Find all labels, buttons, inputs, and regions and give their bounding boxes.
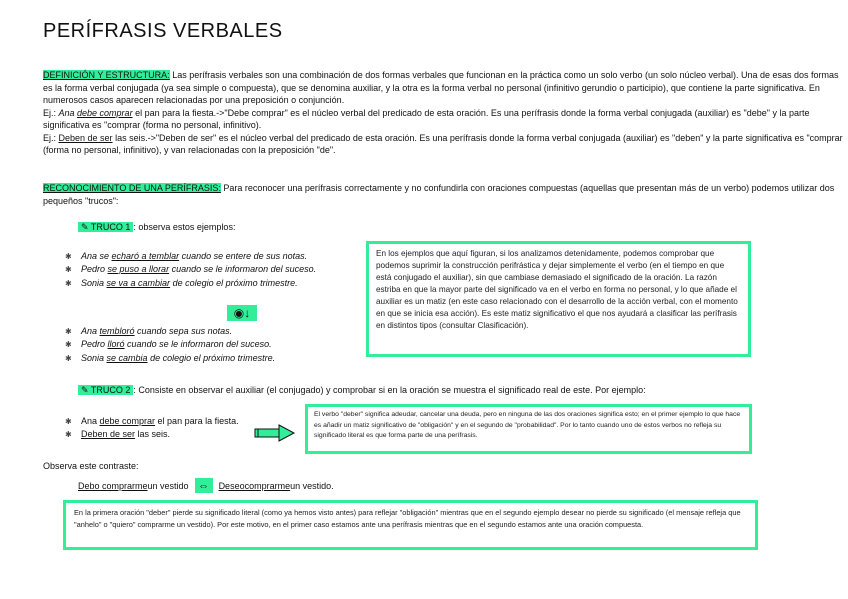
definition-section — [43, 69, 843, 157]
trick-2-line — [78, 385, 646, 396]
contrast-left-verb: Debo comprarme — [78, 480, 148, 491]
contrast-right-verb-2: comprarme — [244, 480, 291, 491]
trick-1-examples-after — [65, 325, 275, 365]
example-2 — [43, 132, 843, 157]
definition-text: Las perífrasis verbales son una combinación de dos formas verbales que funcionan en la práctica como un solo verbo (un solo núcleo verbal). Una de esas dos formas es la forma verbal conjugada (ya sea simple o compuesta), que se denomina auxiliar, y la otra es la forma verbal no personal (infinitivo gerundio o participio), que contiene la parte significativa. En numerosos casos aparecen relacionadas por una preposición o conjunción. — [43, 70, 839, 105]
list-item: ✱ Pedro lloró cuando se le informaron del suceso. — [65, 338, 275, 351]
trick-2-examples — [65, 415, 239, 442]
example-prefix: Ej.: — [43, 107, 59, 118]
trick-2-label: ✎ TRUCO 2 — [78, 385, 133, 395]
list-item: ✱ Sonia se cambia de colegio el próximo trimestre. — [65, 352, 275, 365]
recognition-text: Para reconocer una perífrasis correctamente y no confundirla con oraciones compuestas (aquellas que presentan más de un verbo) podemos utilizar dos pequeños "trucos": — [43, 183, 835, 206]
trick-1-examples-before — [65, 250, 316, 290]
list-item: ✱ Ana debe comprar el pan para la fiesta. — [65, 415, 239, 428]
recognition-heading: RECONOCIMIENTO DE UNA PERÍFRASIS: — [43, 183, 221, 193]
example-explanation: el pan para la fiesta.->"Debe comprar" es el núcleo verbal del predicado de esta oración. Es una perífrasis donde la forma verbal conjugada (auxiliar) es "debe" y la parte significativa es "comprar (forma no personal, infinitivo). — [43, 107, 810, 130]
definition-heading: DEFINICIÓN Y ESTRUCTURA: — [43, 70, 170, 80]
example-subject: Ana — [58, 107, 78, 118]
list-item: ✱ Deben de ser las seis. — [65, 428, 239, 441]
example-prefix: Ej.: — [43, 132, 59, 143]
star-bullet-icon: ✱ — [65, 340, 72, 350]
recognition-paragraph — [43, 182, 843, 207]
list-item: ✱ Pedro se puso a llorar cuando se le informaron del suceso. — [65, 263, 316, 276]
star-bullet-icon: ✱ — [65, 327, 72, 336]
list-item: ✱ Sonia se va a cambiar de colegio el próximo trimestre. — [65, 277, 316, 290]
contrast-explanation-box: En la primera oración "deber" pierde su significado literal (como ya hemos visto antes) para reflejar "obligación" mientras que en el segundo ejemplo desear no pierde su significado (el mensaje refleja que "anhelo" o "quiero" comprarme un vestido). Por este motivo, en el primer caso estamos ante una perífrasis mientras que en el segundo estamos ante una oración compuesta. — [63, 500, 758, 550]
star-bullet-icon: ✱ — [65, 252, 72, 261]
eye-arrow-down-icon: ◉↓ — [227, 305, 257, 321]
star-bullet-icon: ✱ — [65, 430, 72, 440]
swap-arrows-icon: ⇔ — [195, 478, 213, 493]
definition-paragraph — [43, 69, 843, 107]
trick-1-text: : observa estos ejemplos: — [133, 222, 236, 232]
star-bullet-icon: ✱ — [65, 417, 72, 426]
page-title: PERÍFRASIS VERBALES — [43, 20, 283, 42]
trick-1-explanation-box: En los ejemplos que aquí figuran, si los analizamos detenidamente, podemos comprobar que podemos suprimir la construcción perifrástica y dejar simplemente el verbo (en el tiempo en que está conjugado el auxiliar), sin que cambiase demasiado el significado de la oración. La razón estriba en que la mayor parte del significado va en el verbo en forma no personal, y lo que añade el auxiliar es un matiz (en este caso relacionado con el desarrollo de la acción verbal, con el momento en que se inicia esa acción). Es este matiz significativo el que nos ayudará a clasificar las perífrasis en distintos tipos (consultar Clasificación). — [366, 241, 751, 357]
example-explanation: las seis.->"Deben de ser" es el núcleo verbal del predicado de esta oración. Es una perífrasis donde la forma verbal conjugada (auxiliar) es "deben" y la parte significativa es "comprar (forma no personal, infinitivo), y van relacionadas con la preposición "de". — [43, 132, 843, 155]
contrast-right-verb-1: Deseo — [218, 480, 245, 491]
example-verb: debe comprar — [77, 107, 133, 118]
list-item: ✱ Ana tembloró cuando sepa sus notas. — [65, 325, 275, 338]
contrast-line — [78, 478, 334, 493]
contrast-right-rest: un vestido. — [290, 480, 334, 491]
contrast-left-rest: un vestido — [147, 480, 189, 491]
star-bullet-icon: ✱ — [65, 353, 72, 363]
example-verb: Deben de ser — [58, 132, 113, 143]
contrast-intro: Observa este contraste: — [43, 461, 139, 471]
list-item: ✱ Ana se echaró a temblar cuando se entere de sus notas. — [65, 250, 316, 263]
example-1 — [43, 107, 843, 132]
trick-2-explanation-box: El verbo "deber" significa adeudar, cancelar una deuda, pero en ninguna de las dos oraciones significa esto; en el primer ejemplo lo que hace es añadir un matiz significativo de "obligación" y en el segundo de "probabilidad". Por lo tanto cuando uno de estos verbos no refleja su significado literal es que forma parte de una perífrasis. — [305, 404, 752, 454]
star-bullet-icon: ✱ — [65, 278, 72, 288]
trick-2-text: : Consiste en observar el auxiliar (el conjugado) y comprobar si en la oración se muestra el significado real de este. Por ejemplo: — [133, 385, 646, 395]
trick-1-line — [78, 222, 235, 233]
trick-1-label: ✎ TRUCO 1 — [78, 222, 133, 232]
star-bullet-icon: ✱ — [65, 265, 72, 275]
arrow-right-icon — [254, 423, 296, 443]
